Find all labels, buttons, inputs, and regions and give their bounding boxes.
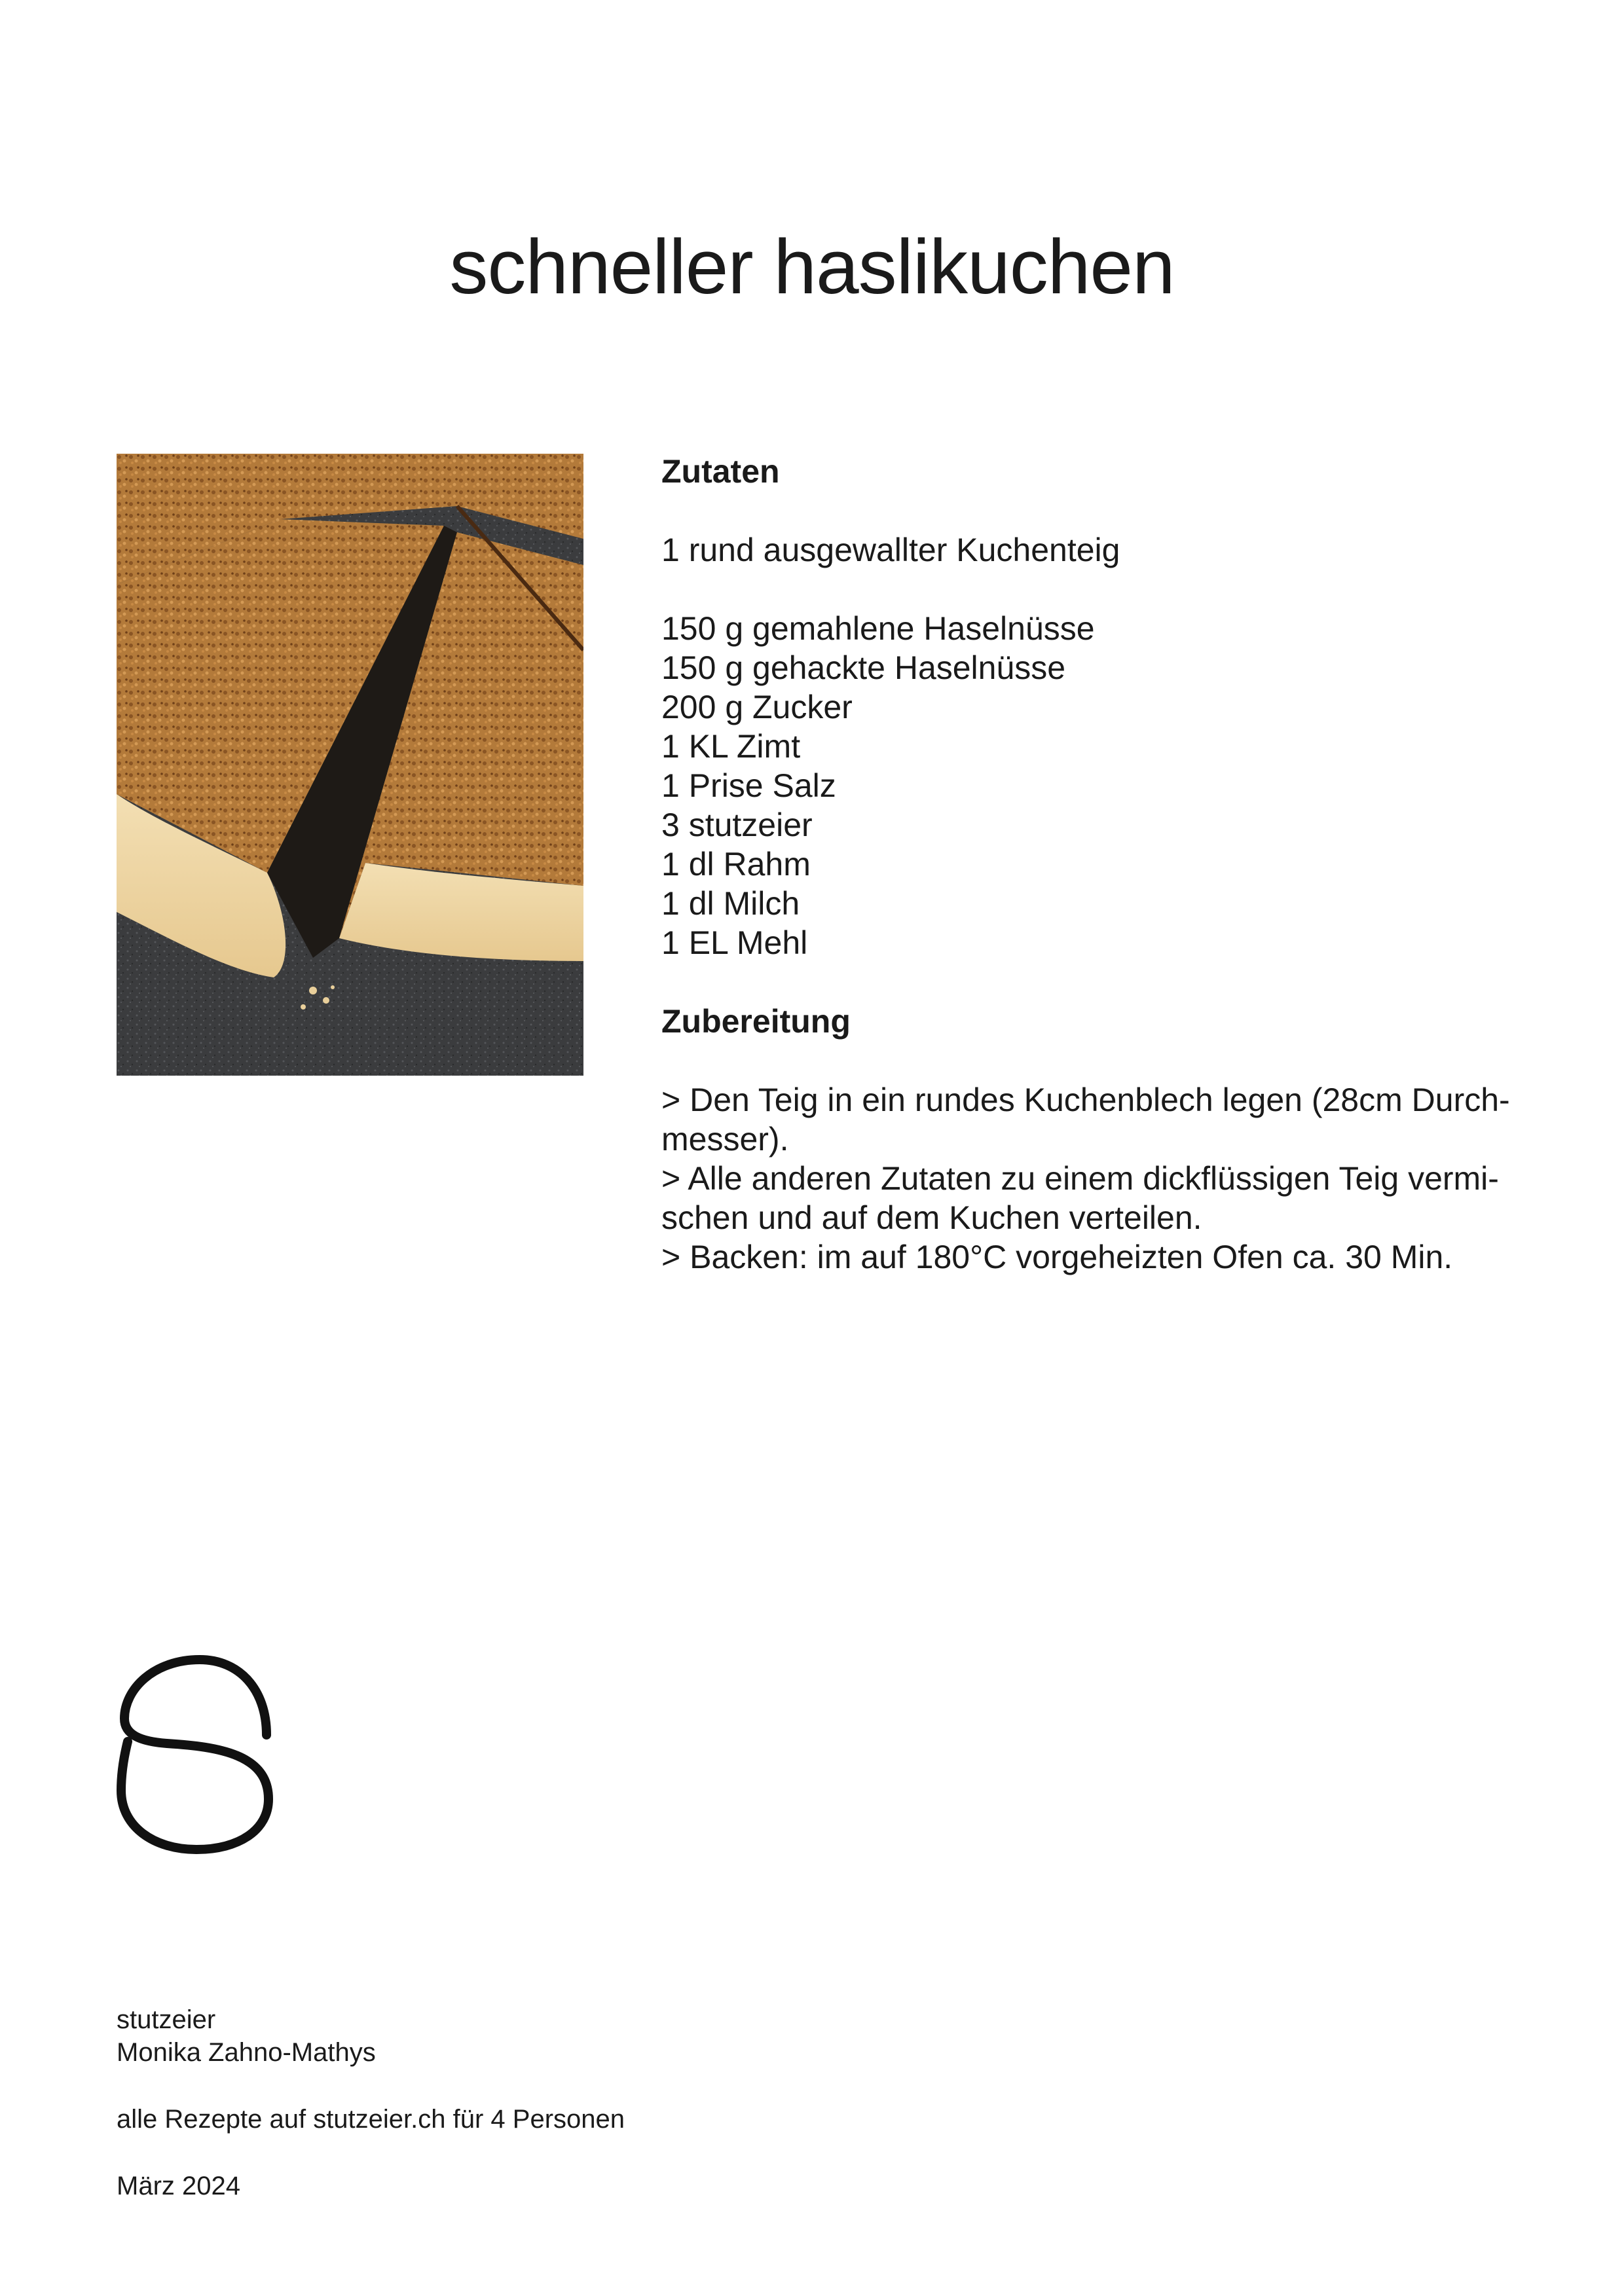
preparation-step-line: messer). [661,1121,789,1157]
footer-note: alle Rezepte auf stutzeier.ch für 4 Personen [117,2105,625,2134]
ingredient-item: 1 Prise Salz [661,767,836,804]
cake-image-illustration [117,454,583,1076]
footer [117,2003,1099,2202]
preparation-step-line: > Den Teig in ein rundes Kuchenblech legen (28cm Durch- [661,1082,1510,1118]
ingredient-base: 1 rund ausgewallter Kuchenteig [661,532,1120,568]
footer-date: März 2024 [117,2172,240,2200]
ingredient-item: 1 dl Rahm [661,846,811,883]
recipe-content [661,452,1539,1277]
footer-brand: stutzeier [117,2005,216,2034]
preparation-step-line: > Backen: im auf 180°C vorgeheizten Ofen ca. 30 Min. [661,1239,1453,1275]
page-title: schneller haslikuchen [449,224,1175,310]
preparation-step-line: > Alle anderen Zutaten zu einem dickflüssigen Teig vermi- [661,1160,1499,1197]
ingredient-item: 1 dl Milch [661,885,800,922]
ingredient-item: 150 g gemahlene Haselnüsse [661,610,1095,647]
ingredient-item: 150 g gehackte Haselnüsse [661,649,1066,686]
ingredient-item: 1 KL Zimt [661,728,801,765]
footer-author: Monika Zahno-Mathys [117,2038,376,2067]
ingredient-item: 200 g Zucker [661,689,853,725]
haselnusskuchen-photo [117,454,583,1076]
preparation-heading: Zubereitung [661,1003,851,1040]
preparation-step-line: schen und auf dem Kuchen verteilen. [661,1199,1202,1236]
stutzeier-s-logo-icon [115,1650,278,1859]
ingredient-item: 3 stutzeier [661,807,813,843]
ingredient-item: 1 EL Mehl [661,924,808,961]
ingredients-heading: Zutaten [661,453,780,490]
